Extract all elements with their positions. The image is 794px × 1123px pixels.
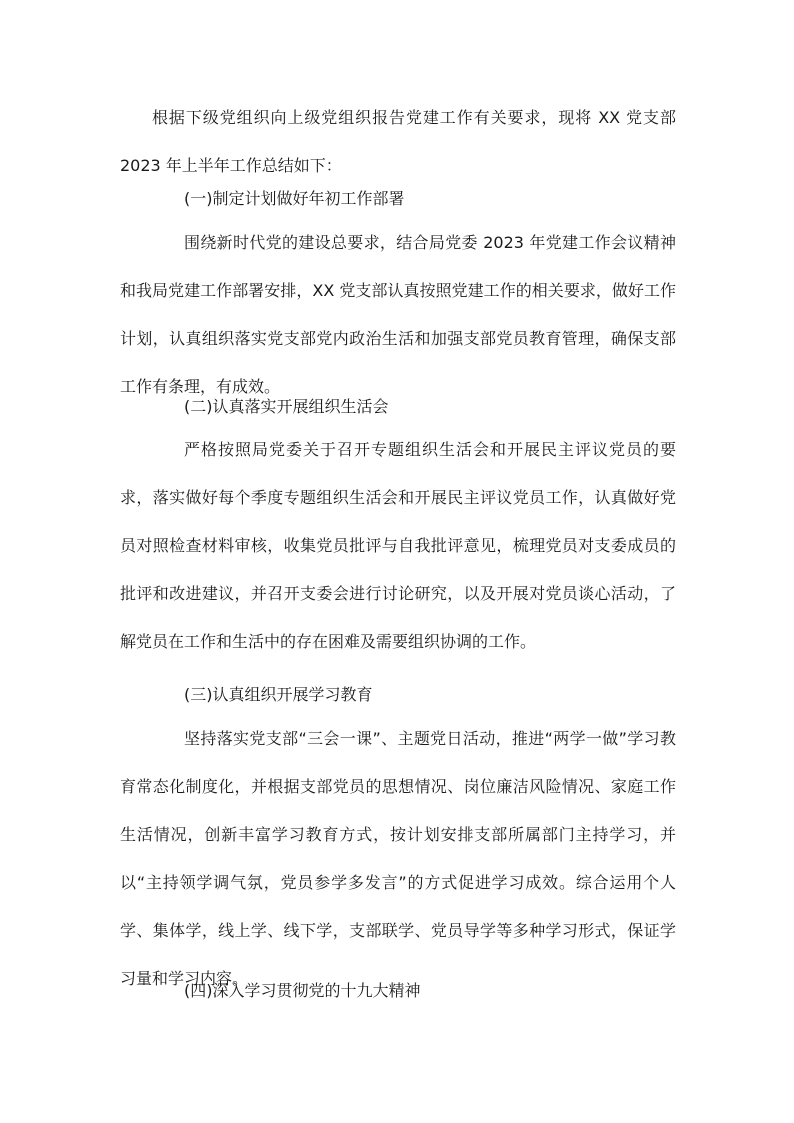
section-3-body: 坚持落实党支部“三会一课”、主题党日活动，推进“两学一做”学习教育常态化制度化，并根据支部党员的思想情况、岗位廉洁风险情况、家庭工作生活情况，创新丰富学习教育方式，按计划安排支部所属部门主持学习，并以“主持领学调气氛，党员参学多发言”的方式促进学习成效。综合运用个人学、集体学，线上学、线下学，支部联学、党员导学等多种学习形式，保证学习量和学习内容。 xyxy=(120,729,676,988)
section-2-heading: (二)认真落实开展组织生活会 xyxy=(184,397,389,416)
intro-paragraph: 根据下级党组织向上级党组织报告党建工作有关要求，现将 XX 党支部 2023 年上半年工作总结如下： xyxy=(120,108,676,175)
section-4-heading: (四)深入学习贯彻党的十九大精神 xyxy=(184,981,421,1000)
section-2-body: 严格按照局党委关于召开专题组织生活会和开展民主评议党员的要求，落实做好每个季度专题组织生活会和开展民主评议党员工作，认真做好党员对照检查材料审核，收集党员批评与自我批评意见，梳理党员对支委成员的批评和改进建议，并召开支委会进行讨论研究，以及开展对党员谈心活动，了解党员在工作和生活中的存在困难及需要组织协调的工作。 xyxy=(120,440,676,651)
section-1-body: 围绕新时代党的建设总要求，结合局党委 2023 年党建工作会议精神和我局党建工作部署安排，XX 党支部认真按照党建工作的相关要求，做好工作计划，认真组织落实党支部党内政治生活和加强支部党员教育管理，确保支部工作有条理，有成效。 xyxy=(120,233,676,396)
section-1-heading: (一)制定计划做好年初工作部署 xyxy=(184,189,405,208)
section-3-heading: (三)认真组织开展学习教育 xyxy=(184,685,373,704)
